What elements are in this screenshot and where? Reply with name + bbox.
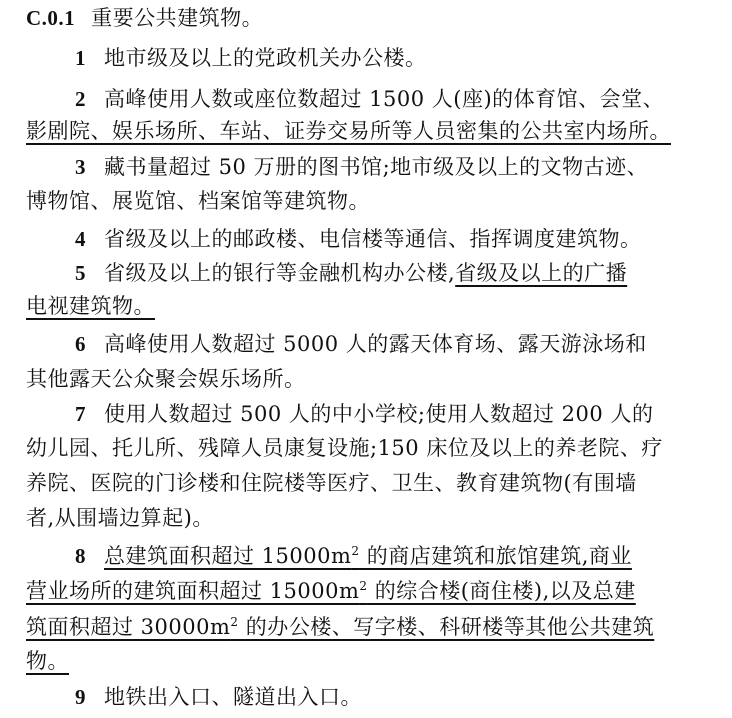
item-number: 6 — [75, 332, 86, 356]
list-item-7-line-3 — [26, 468, 637, 498]
section-number: C.0.1 — [26, 6, 76, 30]
list-item-9 — [75, 682, 362, 712]
item-number: 4 — [75, 227, 86, 251]
item-text-underlined: 筑面积超过 $30000m^2$ 的办公楼、写字楼、科研楼等其他公共建筑 — [26, 615, 655, 639]
item-text: 高峰使用人数或座位数超过 1500 人(座)的体育馆、会堂、 — [104, 87, 665, 111]
list-item-8-line-4 — [26, 646, 69, 676]
list-item-5-line-1 — [75, 258, 627, 288]
list-item-3-line-1 — [75, 152, 648, 182]
item-text-underlined: 电视建筑物。 — [26, 294, 155, 318]
list-item-8-line-3 — [26, 612, 654, 642]
item-text-underlined: 物。 — [26, 649, 69, 673]
list-item-1 — [75, 43, 427, 73]
item-text-underlined: 营业场所的建筑面积超过 $15000m^2$ 的综合楼(商住楼),以及总建 — [26, 579, 636, 603]
item-number: 9 — [75, 685, 86, 709]
item-text-underlined: 影剧院、娱乐场所、车站、证券交易所等人员密集的公共室内场所。 — [26, 119, 671, 143]
item-text: 养院、医院的门诊楼和住院楼等医疗、卫生、教育建筑物(有围墙 — [26, 471, 637, 495]
item-number: 2 — [75, 87, 86, 111]
list-item-8-line-2 — [26, 576, 636, 606]
section-title: 重要公共建筑物。 — [91, 6, 264, 30]
item-number: 7 — [75, 402, 86, 426]
list-item-4 — [75, 224, 642, 254]
item-text: 地铁出入口、隧道出入口。 — [104, 685, 362, 709]
item-text: 高峰使用人数超过 5000 人的露天体育场、露天游泳场和 — [104, 332, 647, 356]
item-text: 使用人数超过 500 人的中小学校;使用人数超过 200 人的 — [104, 402, 654, 426]
item-number: 8 — [75, 544, 86, 568]
list-item-8-line-1 — [75, 541, 632, 571]
item-text: 藏书量超过 50 万册的图书馆;地市级及以上的文物古迹、 — [104, 155, 649, 179]
item-number: 3 — [75, 155, 86, 179]
item-number: 5 — [75, 261, 86, 285]
list-item-7-line-1 — [75, 399, 653, 429]
item-text: 博物馆、展览馆、档案馆等建筑物。 — [26, 189, 370, 213]
list-item-2-line-1 — [75, 84, 664, 114]
item-text: 幼儿园、托儿所、残障人员康复设施;150 床位及以上的养老院、疗 — [26, 436, 663, 460]
item-text: 者,从围墙边算起)。 — [26, 506, 214, 530]
list-item-6-line-2 — [26, 364, 306, 394]
item-text: 省级及以上的邮政楼、电信楼等通信、指挥调度建筑物。 — [104, 227, 642, 251]
item-text: 省级及以上的银行等金融机构办公楼, — [104, 261, 456, 285]
list-item-5-line-2 — [26, 291, 155, 321]
item-text-underlined: 总建筑面积超过 $15000m^2$ 的商店建筑和旅馆建筑,商业 — [104, 544, 632, 568]
list-item-7-line-4 — [26, 503, 214, 533]
item-text-underlined: 省级及以上的广播 — [455, 261, 628, 285]
item-text: 地市级及以上的党政机关办公楼。 — [104, 46, 427, 70]
list-item-7-line-2 — [26, 433, 663, 463]
list-item-6-line-1 — [75, 329, 647, 359]
list-item-3-line-2 — [26, 186, 370, 216]
item-text: 其他露天公众聚会娱乐场所。 — [26, 367, 306, 391]
section-heading — [26, 3, 263, 33]
item-number: 1 — [75, 46, 86, 70]
list-item-2-line-2 — [26, 116, 671, 146]
